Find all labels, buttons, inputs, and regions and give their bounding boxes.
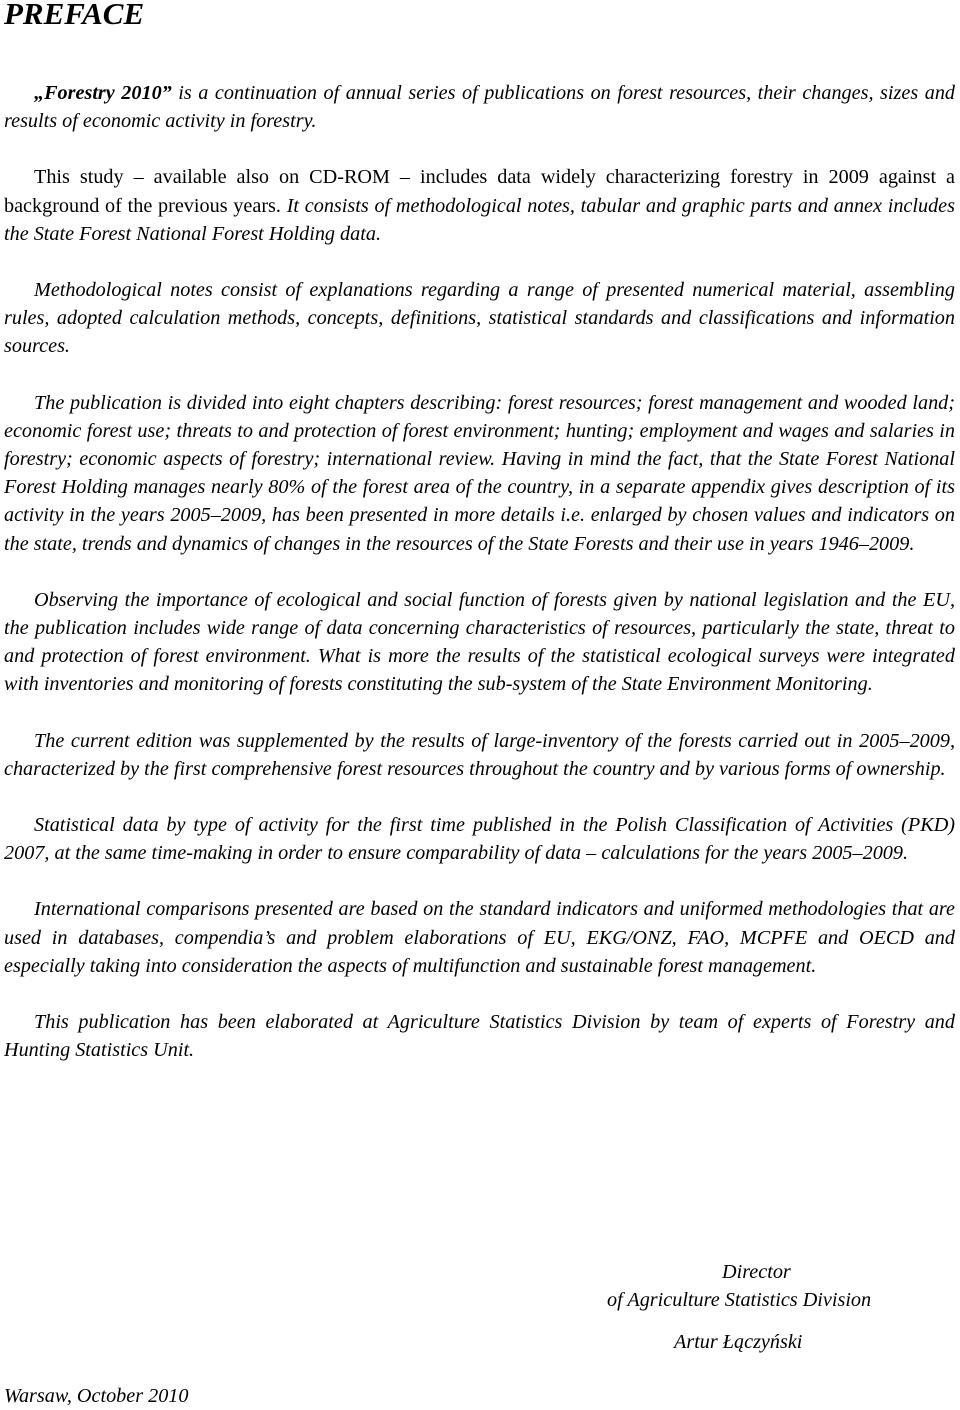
- paragraph-study-upright-text: This study – available also on CD-ROM – includes data widely characterizing forestry in 2009 against a background of the previous years.: [4, 166, 955, 217]
- paragraph-current-edition: The current edition was supplemented by the results of large-inventory of the forests carried out in 2005–2009, characterized by the first comprehensive forest resources throughout the country and by various forms of ownership.: [4, 729, 955, 780]
- paragraph-intro: [4, 79, 955, 135]
- paragraph-authorship: This publication has been elaborated at Agriculture Statistics Division by team of experts of Forestry and Hunting Statistics Unit.: [4, 1011, 955, 1062]
- signature-name: Artur Łączyński: [674, 1331, 803, 1353]
- publication-title: „Forestry 2010”: [34, 82, 172, 104]
- paragraph-statistical-data: Statistical data by type of activity for the first time published in the Polish Classification of Activities (PKD) 2007, at the same time-making in order to ensure comparability of data – calculations for the years 2005–2009.: [4, 814, 955, 865]
- paragraph-study: [4, 163, 955, 248]
- signature-role: Director: [722, 1261, 791, 1283]
- page-title: PREFACE: [4, 0, 145, 31]
- paragraph-chapters: The publication is divided into eight chapters describing: forest resources; forest management and wooded land; economic forest use; threats to and protection of forest environment; hunting; employment and wages and salaries in forestry; economic aspects of forestry; international review. Having in mind the fact, that the State Forest National Forest Holding manages nearly 80% of the forest area of the country, in a separate appendix gives description of its activity in the years 2005–2009, has been presented in more details i.e. enlarged by chosen values and indicators on the state, trends and dynamics of changes in the resources of the State Forests and their use in years 1946–2009.: [4, 391, 955, 555]
- place-and-date: Warsaw, October 2010: [4, 1385, 189, 1407]
- paragraph-study-text: It consists of methodological notes, tabular and graphic parts and annex includes the State Forest National Forest Holding data.: [4, 194, 955, 245]
- paragraph-international-comparisons: International comparisons presented are based on the standard indicators and uniformed methodologies that are used in databases, compendia’s and problem elaborations of EU, EKG/ONZ, FAO, MCPFE and OECD and especially taking into consideration the aspects of multifunction and sustainable forest management.: [4, 898, 955, 977]
- paragraph-methodological-notes: Methodological notes consist of explanations regarding a range of presented numerical material, assembling rules, adopted calculation methods, concepts, definitions, statistical standards and classifications and information sources.: [4, 279, 955, 358]
- preface-body: [4, 79, 955, 1092]
- signature-division: of Agriculture Statistics Division: [607, 1289, 872, 1311]
- paragraph-intro-text: is a continuation of annual series of publications on forest resources, their changes, sizes and results of economic activity in forestry.: [4, 82, 956, 133]
- paragraph-ecological-function: Observing the importance of ecological and social function of forests given by national legislation and the EU, the publication includes wide range of data concerning characteristics of resources, particularly the state, threat to and protection of forest environment. What is more the results of the statistical ecological surveys were integrated with inventories and monitoring of forests constituting the sub-system of the State Environment Monitoring.: [4, 588, 955, 696]
- signature-block: [600, 1258, 940, 1356]
